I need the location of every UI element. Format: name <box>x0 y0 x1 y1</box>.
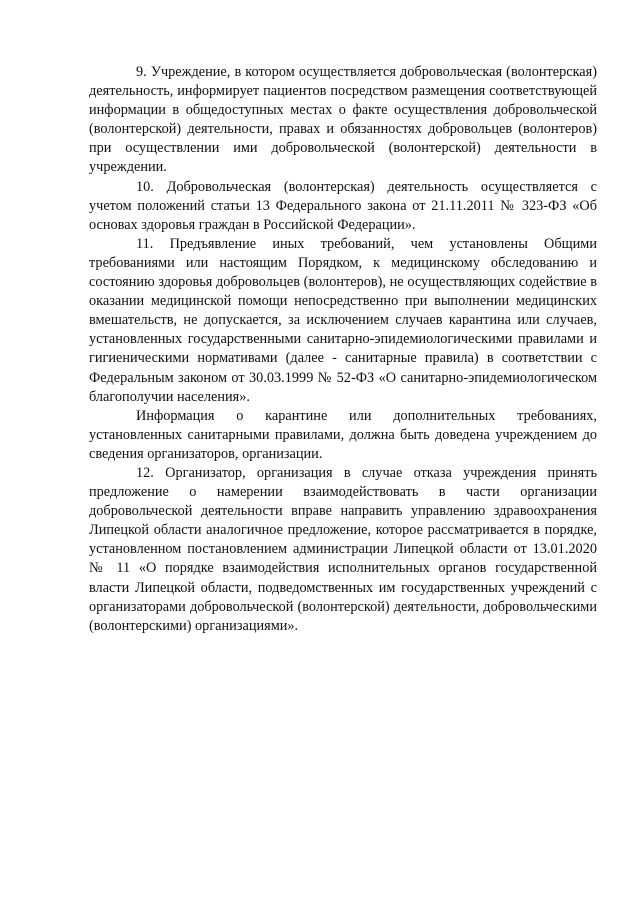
paragraph-item-10: 10. Добровольческая (волонтерская) деятельность осуществляется с учетом положений статьи 13 Федерального закона от 21.11.2011 № 323-ФЗ «Об основах здоровья граждан в Российской Федерации». <box>89 178 597 233</box>
document-page <box>89 63 597 636</box>
paragraph-item-11: 11. Предъявление иных требований, чем установлены Общими требованиями или настоящим Порядком, к медицинскому обследованию и состоянию здоровья добровольцев (волонтеров), не осуществляющих содействие в оказании медицинской помощи непосредственно при выполнении медицинских вмешательств, не допускается, за исключением случаев карантина или случаев, установленных государственными санитарно-эпидемиологическими правилами и гигиеническими нормативами (далее - санитарные правила) в соответствии с Федеральным законом от 30.03.1999 № 52-ФЗ «О санитарно-эпидемиологическом благополучии населения». <box>89 235 597 405</box>
paragraph-quarantine-info: Информация о карантине или дополнительных требованиях, установленных санитарными правилами, должна быть доведена учреждением до сведения организаторов, организации. <box>89 407 597 462</box>
paragraph-item-9: 9. Учреждение, в котором осуществляется добровольческая (волонтерская) деятельность, информирует пациентов посредством размещения соответствующей информации в общедоступных местах о факте осуществления добровольческой (волонтерской) деятельности, правах и обязанностях добровольцев (волонтеров) при осуществлении ими добровольческой (волонтерской) деятельности в учреждении. <box>89 64 597 176</box>
paragraph-item-12: 12. Организатор, организация в случае отказа учреждения принять предложение о намерении взаимодействовать в части организации добровольческой деятельности вправе направить управлению здравоохранения Липецкой области аналогичное предложение, которое рассматривается в порядке, установленном постановлением администрации Липецкой области от 13.01.2020 № 11 «О порядке взаимодействия исполнительных органов государственной власти Липецкой области, подведомственных им государственных учреждений с организаторами добровольческой (волонтерской) деятельности, добровольческими (волонтерскими) организациями». <box>89 464 597 634</box>
